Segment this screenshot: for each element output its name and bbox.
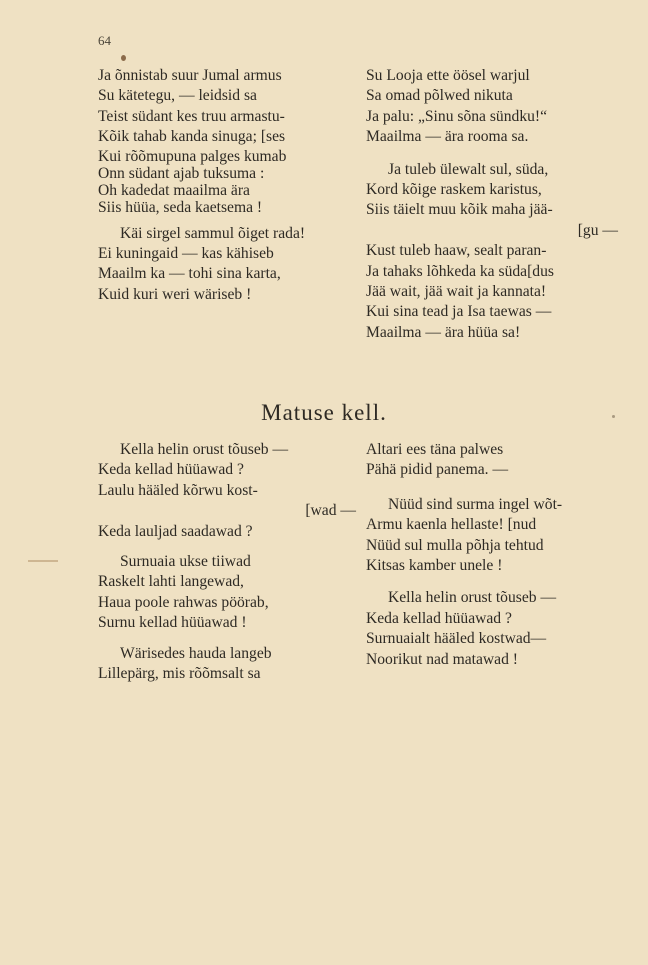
poem-line-text: Su kätetegu, — leidsid sa bbox=[98, 87, 257, 105]
poem-line: Maailma — ära rooma sa. bbox=[366, 128, 529, 146]
poem-line: Jää wait, jää wait ja kannata! bbox=[366, 283, 547, 301]
poem-line: [gu — bbox=[577, 221, 618, 239]
poem-line: Surnuaialt hääled kostwad— bbox=[366, 630, 547, 648]
poem-line: Kõik tahab kanda sinuga; [ses bbox=[98, 128, 286, 146]
poem-line bbox=[98, 86, 360, 106]
poem-line: Keda kellad hüüawad ? bbox=[98, 461, 244, 479]
poem-line: Surnu kellad hüüawad ! bbox=[98, 614, 247, 632]
poem-line: Pähä pidid panema. — bbox=[366, 461, 509, 479]
lower-left-column bbox=[98, 440, 356, 684]
poem-line: Su Looja ette öösel warjul bbox=[366, 67, 530, 84]
poem-line: Keda lauljad saadawad ? bbox=[98, 522, 253, 540]
poem-line: [wad — bbox=[305, 502, 356, 520]
page-number: 64 bbox=[98, 33, 111, 48]
poem-line: Ei kuningaid — kas kähiseb bbox=[98, 245, 274, 263]
poem-line: Armu kaenla hellaste! [nud bbox=[366, 516, 537, 534]
poem-line: Nüüd sind surma ingel wõt- bbox=[388, 495, 563, 513]
upper-left-column bbox=[98, 66, 360, 305]
lower-right-column bbox=[366, 440, 618, 670]
poem-line: Kui rõõmupuna palges kumab bbox=[98, 147, 287, 165]
poem-line: Ja õnnistab suur Jumal armus bbox=[98, 67, 282, 84]
poem-line: Maailma — ära hüüa sa! bbox=[366, 323, 521, 341]
poem-line: Kuid kuri weri wäriseb ! bbox=[98, 285, 252, 303]
poem-line: Käi sirgel sammul õiget rada! bbox=[120, 224, 306, 242]
poem-line: Maailm ka — tohi sina karta, bbox=[98, 265, 281, 283]
poem-line: Haua poole rahwas pöörab, bbox=[98, 593, 269, 611]
poem-line: Ja palu: „Sinu sõna sündku!“ bbox=[366, 107, 548, 125]
poem-line: Keda kellad hüüawad ? bbox=[366, 609, 512, 627]
poem-line: Lillepärg, mis rõõmsalt sa bbox=[98, 665, 261, 683]
poem-line: Sa omad põlwed nikuta bbox=[366, 87, 513, 105]
poem-line: Kitsas kamber unele ! bbox=[366, 557, 503, 575]
poem-line: Kella helin orust tõuseb — bbox=[388, 589, 557, 607]
poem-line: Teist südant kes truu armastu- bbox=[98, 107, 285, 125]
ink-dot bbox=[121, 55, 126, 61]
upper-right-column bbox=[366, 66, 618, 343]
poem-line: Altari ees täna palwes bbox=[366, 441, 504, 458]
poem-title: Matuse kell. bbox=[261, 400, 387, 425]
ink-speck bbox=[612, 415, 615, 418]
poem-line: Kella helin orust tõuseb — bbox=[120, 441, 289, 458]
poem-line: Onn südant ajab tuksuma : bbox=[98, 164, 265, 182]
poem-line: Siis hüüa, seda kaetsema ! bbox=[98, 198, 263, 216]
margin-mark bbox=[28, 560, 58, 562]
poem-line: Kord kõige raskem karistus, bbox=[366, 181, 542, 199]
poem-line: Kui sina tead ja Isa taewas — bbox=[366, 303, 552, 321]
poem-line: Wärisedes hauda langeb bbox=[120, 644, 272, 662]
poem-line: Surnuaia ukse tiiwad bbox=[120, 553, 251, 571]
poem-line: Laulu hääled kõrwu kost- bbox=[98, 481, 258, 499]
poem-line: Ja tuleb ülewalt sul, süda, bbox=[388, 160, 549, 178]
poem-line: Kust tuleb haaw, sealt paran- bbox=[366, 242, 547, 260]
poem-line: Siis täielt muu kõik maha jää- bbox=[366, 201, 553, 219]
poem-line: Nüüd sul mulla põhja tehtud bbox=[366, 536, 544, 554]
poem-line: Oh kadedat maailma ära bbox=[98, 181, 250, 199]
poem-line: Noorikut nad matawad ! bbox=[366, 650, 518, 668]
poem-line: Ja tahaks lõhkeda ka süda[dus bbox=[366, 262, 554, 280]
poem-line: Raskelt lahti langewad, bbox=[98, 573, 244, 591]
